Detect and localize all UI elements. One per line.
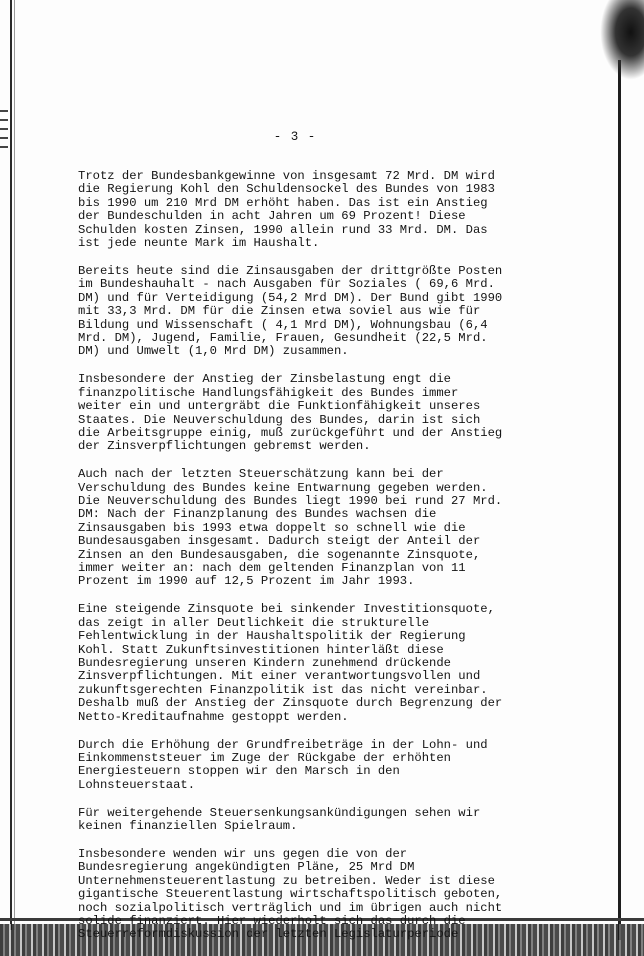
text-line: Trotz der Bundesbankgewinne von insgesamt 72 Mrd. DM wird	[78, 169, 495, 183]
text-line: Eine steigende Zinsquote bei sinkender Investitionsquote,	[78, 602, 495, 617]
text-line: Die Neuverschuldung des Bundes liegt 1990 bei rund 27 Mrd.	[78, 494, 503, 509]
text-line: der Zinsverpflichtungen gebremst werden.	[78, 439, 371, 454]
paragraph-1	[78, 170, 618, 250]
text-line: Steuerreformdiskussion der letzten Legislaturperiode	[78, 927, 459, 942]
text-line: Einkommenststeuer im Zuge der Rückgabe der erhöhten	[78, 750, 451, 765]
paragraph-8	[78, 848, 618, 942]
text-line: Bundesausgaben insgesamt. Dadurch steigt der Anteil der	[78, 534, 481, 549]
text-line: immer weiter an: nach dem geltenden Finanzplan von 11	[78, 561, 466, 576]
document-body	[78, 170, 618, 956]
text-line: die Arbeitsgruppe einig, muß zurückgeführt und der Anstieg	[78, 425, 503, 440]
text-line: Bereits heute sind die Zinsausgaben der drittgrößte Posten	[78, 263, 503, 278]
text-line: Zinsausgaben bis 1993 etwa doppelt so schnell wie die	[78, 520, 466, 535]
paragraph-6	[78, 739, 618, 793]
text-line: bis 1990 um 210 Mrd DM erhöht haben. Das ist ein Anstieg	[78, 195, 488, 210]
text-line: der Bundeschulden in acht Jahren um 69 Prozent! Diese	[78, 209, 466, 224]
text-line: DM: Nach der Finanzplanung des Bundes wachsen die	[78, 507, 437, 522]
paragraph-5	[78, 603, 618, 724]
scan-edge-right	[618, 60, 621, 940]
text-line: Insbesondere wenden wir uns gegen die von der	[78, 846, 408, 861]
text-line: Lohnsteuerstaat.	[78, 777, 196, 792]
scan-corner-blot	[600, 0, 644, 80]
text-line: ist jede neunte Mark im Haushalt.	[78, 236, 320, 251]
text-line: gigantische Steuerentlastung wirtschaftspolitisch geboten,	[78, 887, 503, 902]
text-line: DM) und Umwelt (1,0 Mrd DM) zusammen.	[78, 344, 349, 359]
text-line: Zinsverpflichtungen. Mit einer verantwortungsvollen und	[78, 669, 481, 684]
text-line: die Regierung Kohl den Schuldensockel des Bundes von 1983	[78, 182, 495, 197]
text-line: Bundesregierung angekündigten Pläne, 25 Mrd DM	[78, 860, 415, 875]
paragraph-2	[78, 265, 618, 359]
text-line: Zinsen an den Bundesausgaben, die sogenannte Zinsquote,	[78, 547, 481, 562]
page-number: - 3 -	[273, 130, 317, 144]
scan-margin-marks	[0, 110, 8, 150]
text-line: finanzpolitische Handlungsfähigkeit des Bundes immer	[78, 385, 459, 400]
text-line: Deshalb muß der Anstieg der Zinsquote durch Begrenzung der	[78, 696, 503, 711]
text-line: zukunftsgerechten Finanzpolitik ist das nicht vereinbar.	[78, 682, 488, 697]
text-line: Fehlentwicklung in der Haushaltspolitik der Regierung	[78, 629, 466, 644]
text-line: mit 33,3 Mrd. DM für die Zinsen etwa soviel aus wie für	[78, 304, 481, 319]
text-line: weiter ein und untergräbt die Funktionfähigkeit unseres	[78, 399, 481, 414]
text-line: Verschuldung des Bundes keine Entwarnung gegeben werden.	[78, 480, 488, 495]
text-line: Kohl. Statt Zukunftsinvestitionen hinterläßt diese	[78, 642, 444, 657]
text-line: Bundesregierung unseren Kindern zunehmend drückende	[78, 656, 451, 670]
text-line: Energiesteuern stoppen wir den Marsch in den	[78, 764, 400, 779]
text-line: Auch nach der letzten Steuerschätzung kann bei der	[78, 467, 444, 482]
text-line: Prozent im 1990 auf 12,5 Prozent im Jahr 1993.	[78, 574, 415, 589]
text-line: Insbesondere der Anstieg der Zinsbelastung engt die	[78, 372, 451, 387]
paragraph-4	[78, 468, 618, 589]
paragraph-7	[78, 807, 618, 834]
text-line: Für weitergehende Steuersenkungsankündigungen sehen wir	[78, 805, 481, 820]
scan-edge-left	[10, 0, 12, 930]
text-line: noch sozialpolitisch verträglich und im übrigen auch nicht	[78, 900, 503, 915]
text-line: DM) und für Verteidigung (54,2 Mrd DM). Der Bund gibt 1990	[78, 290, 503, 305]
text-line: keinen finanziellen Spielraum.	[78, 819, 298, 834]
text-line: Durch die Erhöhung der Grundfreibeträge in der Lohn- und	[78, 737, 488, 752]
text-line: Mrd. DM), Jugend, Familie, Frauen, Gesundheit (22,5 Mrd.	[78, 330, 488, 345]
text-line: im Bundeshauhalt - nach Ausgaben für Soziales ( 69,6 Mrd.	[78, 277, 495, 292]
text-line: Unternehmensteuerentlastung zu betreiben. Weder ist diese	[78, 873, 495, 888]
text-line: Staates. Die Neuverschuldung des Bundes, darin ist sich	[78, 412, 481, 427]
text-line: das zeigt in aller Deutlichkeit die strukturelle	[78, 615, 430, 630]
paragraph-3	[78, 373, 618, 453]
text-line: Netto-Kreditaufnahme gestoppt werden.	[78, 709, 349, 724]
scan-edge-left-shadow	[14, 0, 15, 930]
text-line: solide finanziert. Hier wiederholt sich das durch die	[78, 914, 466, 928]
text-line: Schulden kosten Zinsen, 1990 allein rund 33 Mrd. DM. Das	[78, 222, 488, 237]
text-line: Bildung und Wissenschaft ( 4,1 Mrd DM), Wohnungsbau (6,4	[78, 317, 488, 332]
